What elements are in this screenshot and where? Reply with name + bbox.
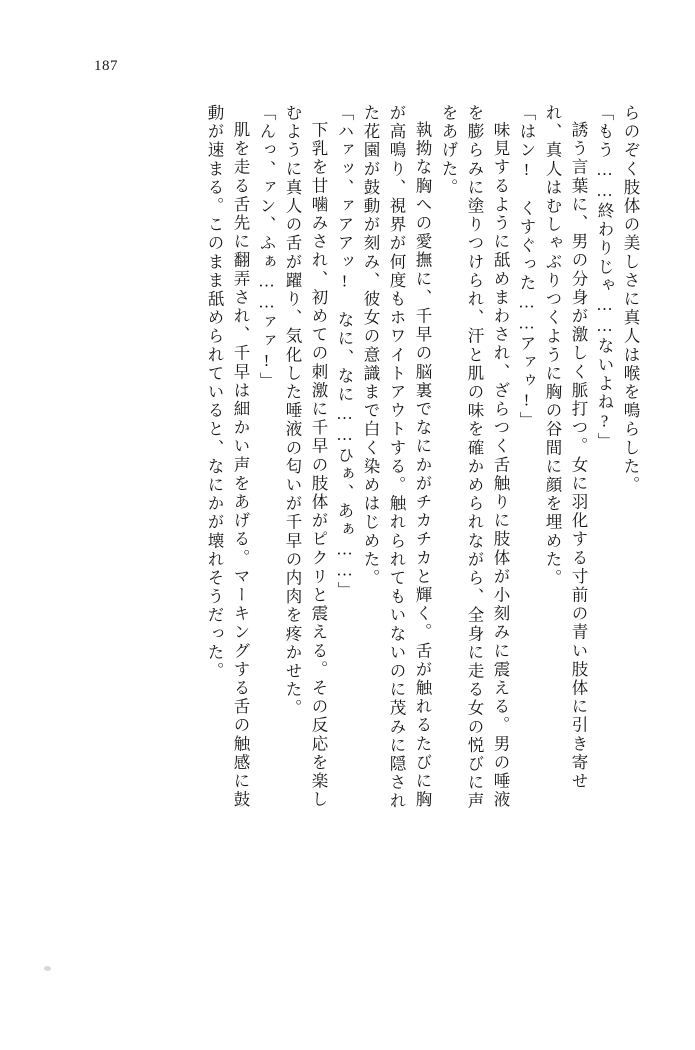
scan-speck: [44, 966, 51, 971]
text-column: むように真人の舌が躍り、気化した唾液の匂いが千早の内肉を疼かせた。: [283, 104, 302, 718]
text-column: 動が速まる。このまま舐められていると、なにかが壊れそうだった。: [205, 104, 224, 681]
text-column: 「んっ、ァン、ふぁ……ァァ!」: [257, 104, 276, 391]
text-column: 下乳を甘噛みされ、初めての刺激に千早の肢体がピクリと震える。その反応を楽し: [309, 121, 328, 810]
text-column: 執拗な胸への愛撫に、千早の脳裏でなにかがチカチカと輝く。舌が触れるたびに胸: [413, 121, 432, 810]
text-column: れ、真人はむしゃぶりつくように胸の谷間に顔を埋めた。: [543, 104, 562, 588]
text-column: 肌を走る舌先に翻弄され、千早は細かい声をあげる。マーキングする舌の触感に鼓: [231, 121, 250, 810]
text-column: 誘う言葉に、男の分身が激しく脈打つ。女に羽化する寸前の青い肢体に引き寄せ: [569, 121, 588, 791]
text-column: た花園が鼓動が刻み、彼女の意識まで白く染めはじめた。: [361, 104, 380, 588]
text-column: 「はン! くすぐった……アァゥ!」: [517, 104, 536, 431]
text-column: らのぞく肢体の美しさに真人は喉を鳴らした。: [621, 104, 640, 495]
text-column: をあげた。: [439, 104, 458, 197]
text-column: が高鳴り、視界が何度もホワイトアウトする。触れられてもいないのに茂みに隠され: [387, 104, 406, 811]
text-column: 「もう……終わりじゃ……ないよね?」: [595, 104, 614, 452]
text-column: 「ハァッ、ァアアッ! なに、なに……ひぁ、あぁ……」: [335, 104, 354, 601]
vertical-text-body: [60, 104, 638, 964]
text-column: を膨らみに塗りつけられ、汗と肌の味を確かめられながら、全身に走る女の悦びに声: [465, 104, 484, 811]
text-column: 味見するように舐めまわされ、ざらつく舌触りに肢体が小刻みに震える。男の唾液: [491, 121, 510, 810]
page-number: 187: [94, 58, 118, 74]
